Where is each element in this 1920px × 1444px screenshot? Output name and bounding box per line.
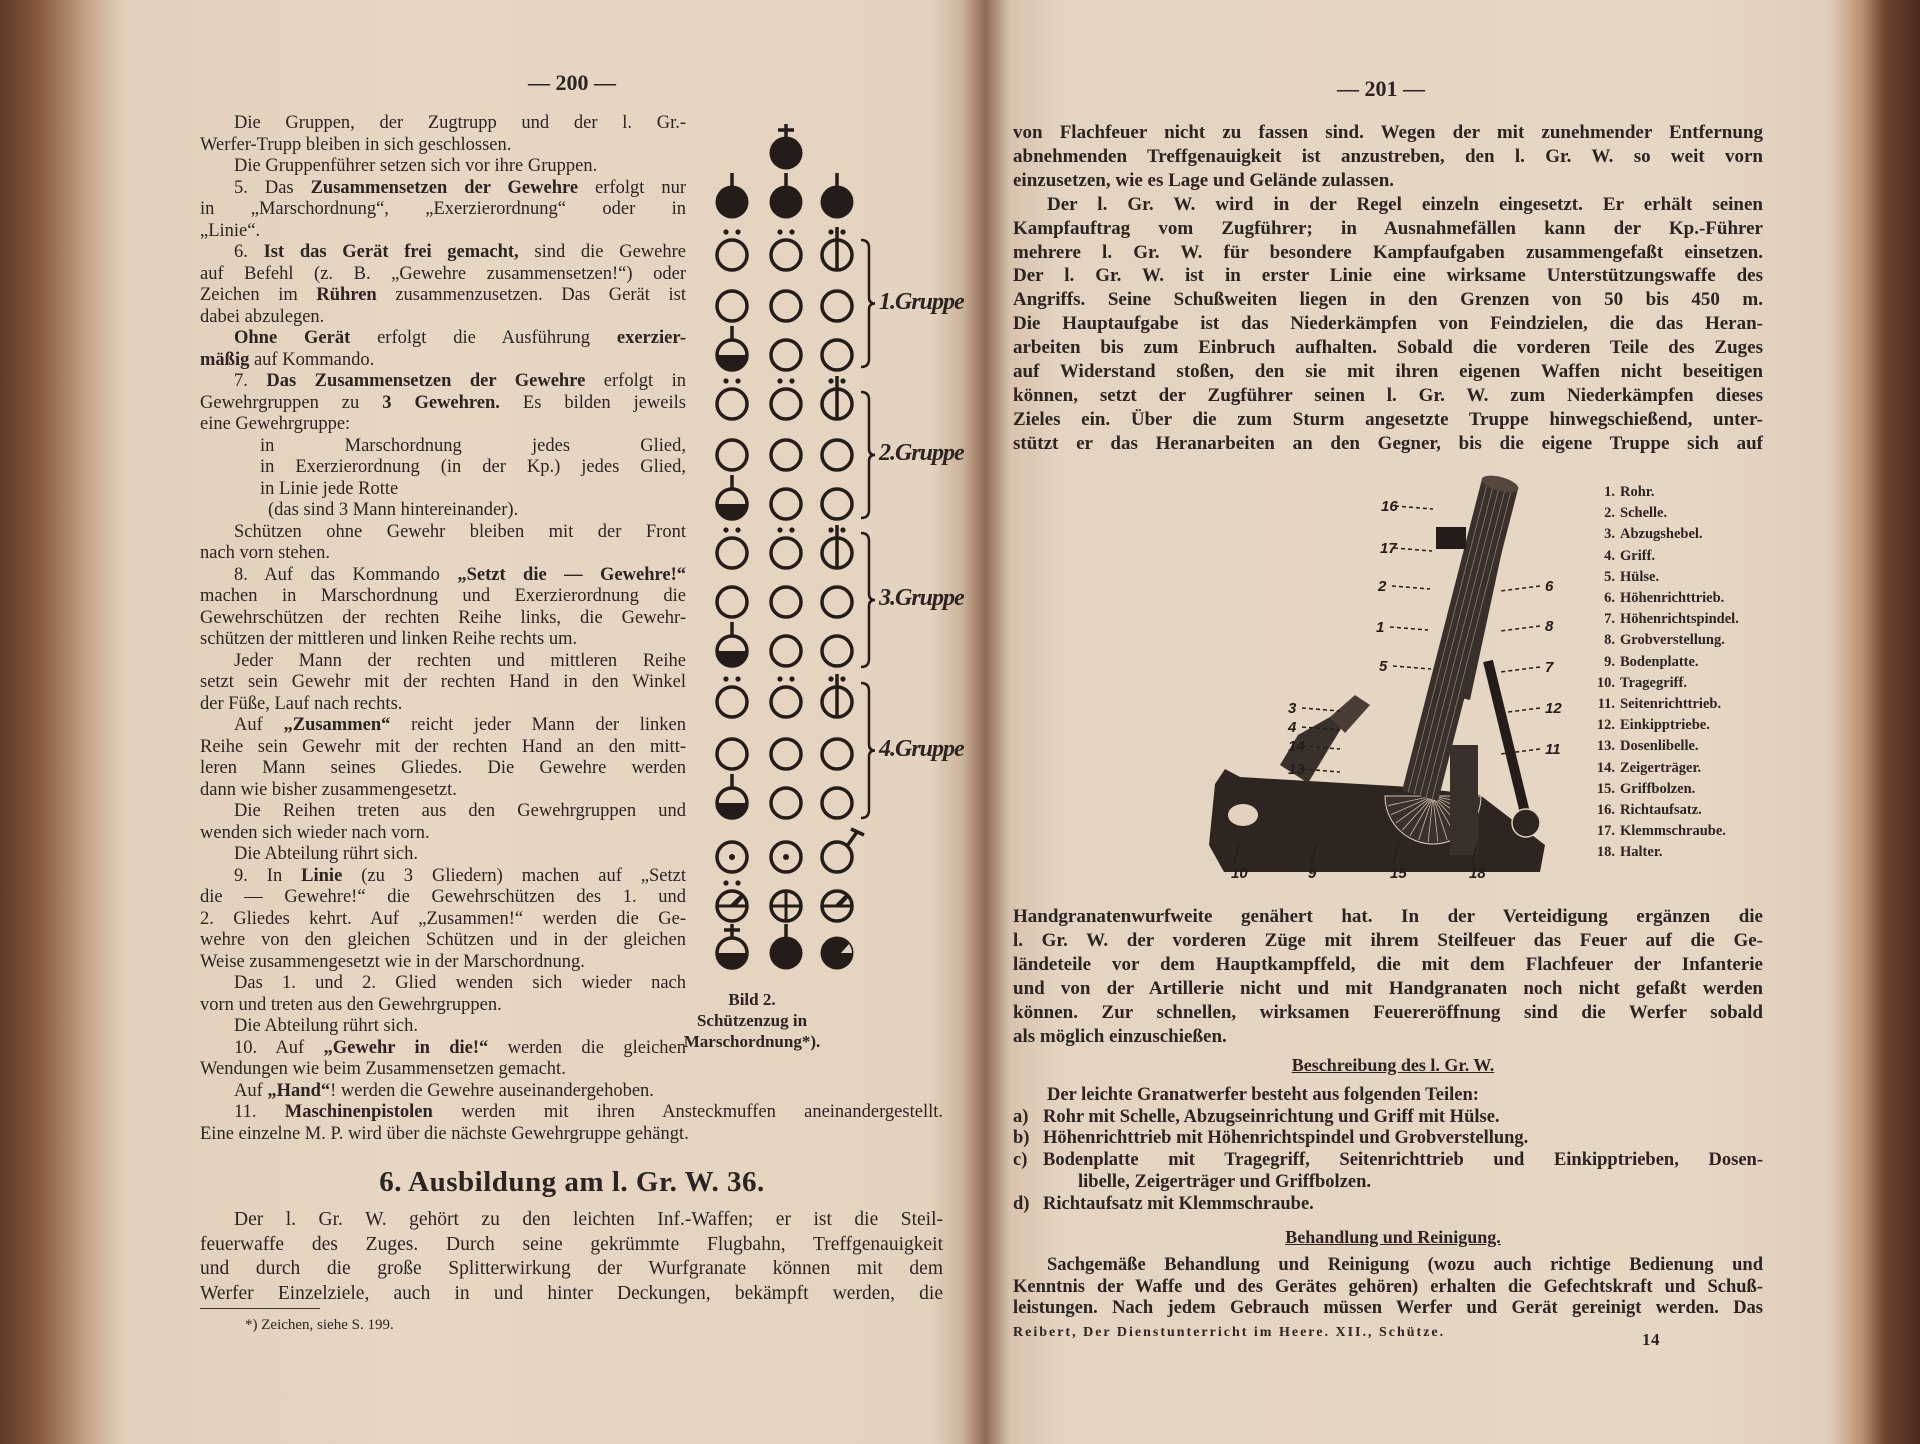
text-line: Wendungen wie beim Zusammensetzen gemacht. (200, 1059, 566, 1079)
legend-label: Griff. (1620, 547, 1656, 564)
bold-phrase: „Gewehr in die!“ (323, 1037, 489, 1058)
legend-item (1585, 524, 1739, 545)
legend-label: Richtaufsatz. (1620, 802, 1702, 819)
soldier-symbol-dot-center (717, 842, 747, 872)
bold-phrase: Rühren (316, 285, 377, 305)
group-label: 1.Gruppe (879, 288, 964, 315)
callout-number: 17 (1380, 540, 1397, 557)
part-label: d) (1013, 1193, 1030, 1214)
soldier-symbol-dots-open (771, 527, 801, 568)
page-number: — 201 — (1337, 76, 1425, 101)
section-text (200, 1208, 943, 1306)
callout-number: 2 (1378, 578, 1387, 595)
text-line: können. Zur schnellen, wirksamen Feuereröffnung sind die Werfer sobald (1013, 1002, 1763, 1023)
soldier-symbol-stick-half (717, 326, 747, 370)
text-line: (das sind 3 Mann hintereinander). (268, 500, 519, 520)
legend-item (1585, 652, 1739, 673)
soldier-symbol-stick-half (717, 475, 747, 519)
parts-intro: Der leichte Granatwerfer besteht aus folgenden Teilen: (1047, 1085, 1479, 1105)
text-line: 6. Ist das Gerät frei gemacht, sind die Gewehre (234, 242, 686, 262)
mortar-illustration (1180, 465, 1580, 895)
footnote-rule (200, 1308, 320, 1309)
legend-label: Griffbolzen. (1620, 780, 1696, 797)
legend-label: Klemmschraube. (1620, 823, 1726, 840)
text-line: wenden sich wieder nach vorn. (200, 822, 430, 843)
base-plate (1209, 769, 1545, 872)
caption-title: Bild 2. (728, 990, 776, 1009)
text-line: Der l. Gr. W. wird in der Regel einzeln eingesetzt. Er erhält seinen (1047, 193, 1763, 215)
text-line: in „Marschordnung“, „Exerzierordnung“ oder in (200, 199, 686, 219)
soldier-symbol-stick-filled (716, 173, 749, 219)
text-line: Die Reihen treten aus den Gewehrgruppen und (234, 801, 686, 821)
footnote: *) Zeichen, siehe S. 199. (245, 1317, 394, 1333)
soldier-symbol-dots-open (717, 676, 747, 717)
leader-line (1500, 586, 1540, 591)
text-line: Weise zusammengesetzt wie in der Marschordnung. (200, 951, 585, 972)
callout-number: 14 (1288, 738, 1305, 755)
soldier-symbol-stick-filled (770, 173, 803, 219)
legend-number: 12. (1596, 717, 1615, 734)
part-text: Rohr mit Schelle, Abzugseinrichtung und Griff mit Hülse. (1043, 1106, 1500, 1127)
legend-item (1585, 630, 1739, 651)
text-line: 5. Das Zusammensetzen der Gewehre erfolgt nur (234, 177, 686, 198)
parts-legend (1585, 482, 1739, 864)
text-line: leren Mann seines Gliedes. Die Gewehre werden (200, 758, 686, 778)
soldier-symbol-stick-half (717, 622, 747, 666)
leader-line (1393, 666, 1431, 669)
text-line: 2. Gliedes kehrt. Auf „Zusammen!“ werden die Ge- (200, 908, 686, 929)
holder-post (1450, 745, 1478, 855)
soldier-symbol-dots-open (717, 527, 747, 568)
legend-label: Halter. (1620, 844, 1663, 861)
soldier-symbol-open (771, 340, 801, 370)
text-line: 9. In Linie (zu 3 Gliedern) machen auf „Setzt (234, 865, 686, 886)
soldier-symbol-open (717, 291, 747, 321)
bold-phrase: Ohne Gerät (234, 328, 351, 348)
text-line: Sachgemäße Behandlung und Reinigung (wozu auch richtige Bedienung und (1047, 1255, 1763, 1275)
part-item (1013, 1107, 1763, 1129)
soldier-symbol-dots-bar (822, 376, 852, 419)
paragraph (200, 113, 686, 156)
text-line: mäßig auf Kommando. (200, 349, 375, 370)
soldier-symbol-open (822, 788, 852, 818)
text-line: „Linie“. (200, 220, 261, 241)
callout-number: 6 (1545, 578, 1554, 595)
text-line: auf Befehl (z. B. „Gewehre zusammensetzen!“) oder (200, 263, 686, 284)
text-line: stützt er das Heranarbeiten an den Gegner, bis die eigene Truppe sich auf (1013, 432, 1763, 454)
bipod-leg (1488, 661, 1526, 817)
legend-number: 7. (1604, 611, 1615, 628)
callout-number: 4 (1288, 719, 1297, 736)
paragraph (200, 436, 686, 501)
bold-phrase: exerzier- (616, 328, 687, 348)
part-text: libelle, Zeigerträger und Griffbolzen. (1078, 1171, 1372, 1192)
soldier-symbol-dots-open (771, 229, 801, 270)
legend-number: 5. (1604, 568, 1615, 585)
text-line: Angriffs. Seine Schußweiten liegen in den Grenzen von 50 bis 450 m. (1013, 289, 1763, 311)
callout-number: 15 (1390, 865, 1407, 882)
paragraph (200, 565, 686, 651)
paragraph (200, 1208, 943, 1306)
legend-number: 13. (1596, 738, 1615, 755)
legend-number: 10. (1596, 674, 1615, 691)
soldier-symbol-open (771, 489, 801, 519)
text-line: Die Gruppen, der Zugtrupp und der l. Gr.- (234, 113, 686, 133)
soldier-symbol-dots-open (717, 378, 747, 419)
paragraph (200, 156, 686, 178)
text-line: Ohne Gerät erfolgt die Ausführung exerzier- (234, 328, 687, 348)
text-line: Die Abteilung rührt sich. (234, 844, 418, 864)
legend-label: Höhenrichtspindel. (1620, 611, 1739, 628)
parts-list (1013, 1085, 1763, 1215)
text-line: dabei abzulegen. (200, 306, 325, 327)
callout-number: 7 (1545, 659, 1554, 676)
text-line: die — Gewehre!“ die Gewehrschützen des 1. und (200, 887, 686, 907)
bold-phrase: Das Zusammensetzen der Gewehre (266, 371, 586, 391)
legend-label: Einkipptriebe. (1620, 717, 1710, 734)
text-line: Der l. Gr. W. ist in erster Linie eine wirksame Unterstützungswaffe des (1013, 265, 1763, 287)
text-line: Schützen ohne Gewehr bleiben mit der Front (234, 521, 686, 542)
text-line: von Flachfeuer nicht zu fassen sind. Wegen der mit zunehmender Entfernung (1013, 122, 1763, 143)
soldier-symbol-dots-bar (822, 227, 852, 270)
group-label: 4.Gruppe (879, 735, 964, 762)
text-line: Handgranatenwurfweite genähert hat. In der Verteidigung ergänzen die (1013, 906, 1763, 927)
soldier-symbol-dots-open (771, 378, 801, 419)
soldier-symbol-plus (771, 891, 801, 921)
part-text: Richtaufsatz mit Klemmschraube. (1043, 1193, 1314, 1214)
legend-label: Grobverstellung. (1620, 632, 1725, 649)
carry-handle-hole (1228, 804, 1258, 826)
bold-phrase: „Hand“ (267, 1080, 331, 1101)
bold-phrase: Ist das Gerät frei gemacht, (263, 242, 519, 262)
paragraph (200, 371, 686, 436)
text-line: ländeteile vor dem Hauptkampffeld, die mit dem Flachfeuer der Infanterie (1013, 954, 1763, 975)
callout-number: 16 (1381, 498, 1398, 515)
sheet-number: 14 (1642, 1330, 1660, 1349)
callout-number: 10 (1231, 865, 1248, 882)
paragraph (1013, 121, 1763, 193)
part-item (1013, 1150, 1763, 1172)
paragraph (200, 242, 686, 328)
text-line: 8. Auf das Kommando „Setzt die — Gewehre!“ (234, 564, 686, 585)
text-line: Jeder Mann der rechten und mittleren Reihe (234, 650, 686, 671)
callout-number: 8 (1545, 618, 1554, 635)
right-text-top (1013, 121, 1763, 456)
soldier-symbol-cross-half (717, 924, 747, 968)
soldier-symbol-open (822, 739, 852, 769)
soldier-symbol-open (822, 489, 852, 519)
legend-item (1585, 779, 1739, 800)
soldier-symbol-open (717, 739, 747, 769)
legend-number: 8. (1604, 632, 1615, 649)
part-label: a) (1013, 1106, 1029, 1127)
figure-caption (684, 989, 820, 1052)
legend-item (1585, 800, 1739, 821)
legend-number: 15. (1596, 780, 1615, 797)
sight (1436, 527, 1466, 549)
text-line: arbeiten bis zum Einbruch aufhalten. Sobald die vorderen Teile des Zuges (1013, 337, 1763, 359)
paragraph (200, 178, 686, 243)
paragraph (200, 866, 686, 974)
callout-number: 1 (1376, 619, 1385, 636)
leader-line (1390, 627, 1428, 630)
part-item (1013, 1172, 1763, 1194)
soldier-symbol-dots-bar (822, 525, 852, 568)
bold-phrase: mäßig (200, 349, 250, 370)
legend-label: Dosenlibelle. (1620, 738, 1699, 755)
text-line: Zieles ein. Über die zum Sturm angesetzte Truppe hinwegschießend, unter- (1013, 408, 1763, 430)
section-heading: 6. Ausbildung am l. Gr. W. 36. (379, 1166, 765, 1198)
callout-number: 3 (1288, 700, 1297, 717)
subheading-description: Beschreibung des l. Gr. W. (1291, 1055, 1495, 1075)
text-line: in Marschordnung jedes Glied, (260, 435, 686, 456)
soldier-symbol-open (771, 291, 801, 321)
text-line: Eine einzelne M. P. wird über die nächste Gewehrgruppe gehängt. (200, 1123, 689, 1144)
legend-number: 4. (1604, 547, 1615, 564)
text-line: Die Abteilung rührt sich. (234, 1016, 418, 1036)
soldier-symbol-dot-center (771, 842, 801, 872)
paragraph (200, 844, 686, 866)
part-label: c) (1013, 1150, 1028, 1171)
legend-item (1585, 736, 1739, 757)
leader-line (1394, 548, 1432, 551)
part-item (1013, 1194, 1763, 1216)
soldier-symbol-cross-filled (770, 124, 803, 170)
legend-number: 18. (1596, 844, 1615, 861)
legend-label: Zeigerträger. (1620, 759, 1702, 776)
callout-number: 13 (1288, 761, 1305, 778)
paragraph (1013, 193, 1763, 456)
legend-number: 14. (1596, 759, 1615, 776)
text-line: und von der Artillerie nicht und mit Handgranaten noch nicht gefaßt werden (1013, 978, 1763, 999)
soldier-symbol-dots-hline-diag (717, 880, 747, 921)
soldier-symbol-open (771, 739, 801, 769)
legend-number: 1. (1604, 484, 1615, 500)
soldier-symbol-open (822, 440, 852, 470)
paragraph (200, 801, 686, 844)
soldier-symbol-open (771, 440, 801, 470)
bold-phrase: „Setzt die — Gewehre!“ (457, 564, 686, 585)
paragraph (200, 1081, 943, 1103)
book-footer: Reibert, Der Dienstunterricht im Heere. XII., Schütze. (1013, 1325, 1446, 1340)
text-line: schützen der mittleren und linken Reihe rechts um. (200, 629, 578, 649)
callout-number: 11 (1545, 741, 1561, 758)
paragraph (200, 651, 686, 716)
paragraph (1013, 905, 1763, 1049)
legend-label: Seitenrichttrieb. (1620, 696, 1722, 713)
text-line: l. Gr. W. der vorderen Züge mit ihrem Steilfeuer das Feuer auf die Ge- (1013, 930, 1763, 951)
paragraph (200, 715, 686, 801)
leader-line (1392, 586, 1430, 589)
leader-line (1500, 708, 1540, 713)
text-line: Der l. Gr. W. gehört zu den leichten Inf.-Waffen; er ist die Steil- (234, 1209, 943, 1230)
paragraph (1013, 1255, 1763, 1320)
legend-item (1585, 609, 1739, 630)
cylinder (1512, 809, 1540, 837)
caption-line: Schützenzug in (696, 1011, 808, 1030)
subheading-care: Behandlung und Reinigung. (1285, 1227, 1501, 1247)
part-item (1013, 1128, 1763, 1150)
text-line: Kampfauftrag vom Zugführer; in Ausnahmefällen kann der Kp.-Führer (1013, 217, 1763, 239)
text-line: 10. Auf „Gewehr in die!“ werden die gleichen (234, 1037, 686, 1058)
text-line: abnehmenden Treffgenauigkeit ist anzustreben, den l. Gr. W. so weit vorn (1013, 145, 1763, 167)
bold-phrase: 3 Gewehren. (382, 392, 500, 413)
soldier-symbol-hline-diag (822, 891, 852, 921)
text-line: 11. Maschinenpistolen werden mit ihren Ansteckmuffen aneinandergestellt. (234, 1102, 943, 1122)
legend-label: Höhenrichttrieb. (1620, 590, 1725, 607)
legend-number: 6. (1604, 590, 1615, 607)
legend-label: Tragegriff. (1620, 674, 1687, 691)
text-line: Die Gruppenführer setzen sich vor ihre Gruppen. (234, 156, 598, 176)
legend-number: 11. (1597, 696, 1615, 713)
paragraph (200, 1102, 943, 1145)
legend-number: 3. (1604, 526, 1615, 543)
legend-item (1585, 567, 1739, 588)
legend-item (1585, 673, 1739, 694)
legend-item (1585, 482, 1739, 503)
text-line: Auf „Hand“! werden die Gewehre auseinandergehoben. (234, 1080, 654, 1101)
text-line: als möglich einzuschießen. (1013, 1026, 1227, 1047)
text-line: mehrere l. Gr. W. für besondere Kampfaufgaben zusammengefaßt einsetzen. (1013, 241, 1763, 263)
legend-label: Bodenplatte. (1620, 653, 1699, 670)
text-line: einzusetzen, wie es Lage und Gelände zulassen. (1013, 169, 1395, 191)
text-line: der Füße, Lauf nach rechts. (200, 693, 403, 714)
legend-number: 9. (1604, 653, 1615, 670)
text-line: in Exerzierordnung (in der Kp.) jedes Glied, (260, 457, 686, 477)
text-line: auf Widerstand stoßen, den sie mit ihren eigenen Waffen nicht beseitigen (1013, 361, 1763, 383)
text-line: können, setzt der Zugführer seinen l. Gr. W. zum Niederkämpfen dieses (1013, 384, 1763, 406)
soldier-symbol-open (822, 587, 852, 617)
soldier-symbol-dots-bar (822, 674, 852, 717)
text-line: in Linie jede Rotte (260, 478, 399, 499)
paragraph (200, 1016, 686, 1038)
legend-item (1585, 588, 1739, 609)
caption-line: Marschordnung*). (683, 1032, 821, 1051)
soldier-symbol-stick-filled (770, 924, 803, 970)
text-line: vorn und treten aus den Gewehrgruppen. (200, 994, 502, 1015)
text-line: machen in Marschordnung und Exerzierordnung die (200, 586, 686, 606)
text-line: und durch die große Splitterwirkung der Wurfgranate können mit dem (200, 1258, 943, 1280)
soldier-symbol-open (771, 788, 801, 818)
legend-label: Rohr. (1620, 484, 1655, 500)
legend-number: 17. (1596, 823, 1615, 840)
leader-line (1500, 626, 1540, 631)
soldier-symbol-open (822, 291, 852, 321)
legend-number: 2. (1604, 505, 1615, 522)
bold-phrase: Zusammensetzen der Gewehre (310, 177, 579, 198)
soldier-symbol-stick-half (717, 774, 747, 818)
leader-line (1302, 708, 1340, 711)
soldier-symbol-dots-open (771, 676, 801, 717)
callout-number: 9 (1308, 865, 1317, 882)
legend-item (1585, 503, 1739, 524)
callout-number: 18 (1469, 865, 1486, 882)
soldier-symbol-open (717, 587, 747, 617)
group-labels (860, 220, 965, 840)
part-text: Bodenplatte mit Tragegriff, Seitenrichttrieb und Einkipptrieben, Dosen- (1043, 1150, 1763, 1171)
soldier-symbol-open (822, 636, 852, 666)
paragraph (200, 1038, 686, 1081)
group-label: 2.Gruppe (879, 440, 964, 466)
bold-phrase: Linie (301, 865, 343, 886)
text-line: eine Gewehrgruppe: (200, 414, 351, 434)
text-line: dann wie bisher zusammengesetzt. (200, 779, 457, 800)
soldier-symbol-stick-filled (821, 173, 854, 219)
legend-item (1585, 694, 1739, 715)
text-line: feuerwaffe des Zuges. Durch seine gekrümmte Flugbahn, Treffgenauigkeit (200, 1233, 943, 1255)
paragraph (200, 328, 686, 371)
text-line: Gewehrgruppen zu 3 Gewehren. Es bilden jeweils (200, 392, 686, 413)
paragraph (200, 500, 686, 522)
callout-number: 5 (1379, 658, 1388, 675)
text-line: Das 1. und 2. Glied wenden sich wieder nach (234, 973, 686, 993)
soldier-symbol-open (771, 636, 801, 666)
part-label: b) (1013, 1128, 1030, 1149)
legend-label: Abzugshebel. (1620, 526, 1703, 543)
text-line: Reihe sein Gewehr mit der rechten Hand an den mitt- (200, 736, 686, 757)
text-line: Werfer Einzelziele, auch in und hinter Deckungen, bekämpft werden, die (200, 1282, 943, 1304)
page-number: — 200 — (528, 70, 616, 95)
paragraph (200, 973, 686, 1016)
text-line: Werfer-Trupp bleiben in sich geschlossen. (200, 134, 512, 155)
text-line: Zeichen im Rühren zusammenzusetzen. Das Gerät ist (200, 285, 686, 305)
part-label (1013, 1172, 1043, 1194)
text-line: 7. Das Zusammensetzen der Gewehre erfolgt in (234, 371, 686, 391)
legend-item (1585, 546, 1739, 567)
right-text-bottom (1013, 1255, 1763, 1320)
text-line: setzt sein Gewehr mit der rechten Hand in den Winkel (200, 672, 686, 692)
group-label: 3.Gruppe (879, 585, 964, 611)
bold-phrase: Maschinenpistolen (284, 1102, 433, 1122)
part-text: Höhenrichttrieb mit Höhenrichtspindel und Grobverstellung. (1043, 1128, 1529, 1149)
text-line: wehre von den gleichen Schützen und in der gleichen (200, 930, 686, 950)
text-line: nach vorn stehen. (200, 543, 330, 563)
text-line: Kenntnis der Waffe und des Gerätes gehören) erhalten die Gefechtskraft und Schuß- (1013, 1276, 1763, 1297)
legend-number: 16. (1596, 802, 1615, 819)
soldier-symbol-open (771, 587, 801, 617)
text-line: Die Hauptaufgabe ist das Niederkämpfen von Feindzielen, die das Heran- (1013, 313, 1763, 335)
paragraph (200, 522, 686, 565)
platoon-formation-diagram (700, 120, 870, 990)
leader-line (1500, 667, 1540, 672)
soldier-symbol-dots-open (717, 229, 747, 270)
leader-line (1395, 506, 1433, 509)
text-line: leistungen. Nach jedem Gebrauch müssen Werfer und Gerät gereinigt werden. Das (1013, 1298, 1763, 1318)
callout-number: 12 (1545, 700, 1562, 717)
soldier-symbol-open (717, 440, 747, 470)
bold-phrase: „Zusammen“ (283, 715, 391, 735)
legend-item (1585, 715, 1739, 736)
soldier-symbol-diag-filled (821, 937, 854, 970)
legend-item (1585, 842, 1739, 863)
legend-label: Schelle. (1620, 505, 1668, 522)
legend-item (1585, 758, 1739, 779)
text-line: Gewehrschützen der rechten Reihe links, die Gewehr- (200, 607, 686, 628)
legend-item (1585, 821, 1739, 842)
text-line: Auf „Zusammen“ reicht jeder Mann der linken (234, 715, 687, 735)
right-text-middle (1013, 905, 1763, 1049)
soldier-symbol-open (822, 340, 852, 370)
legend-label: Hülse. (1620, 568, 1660, 585)
